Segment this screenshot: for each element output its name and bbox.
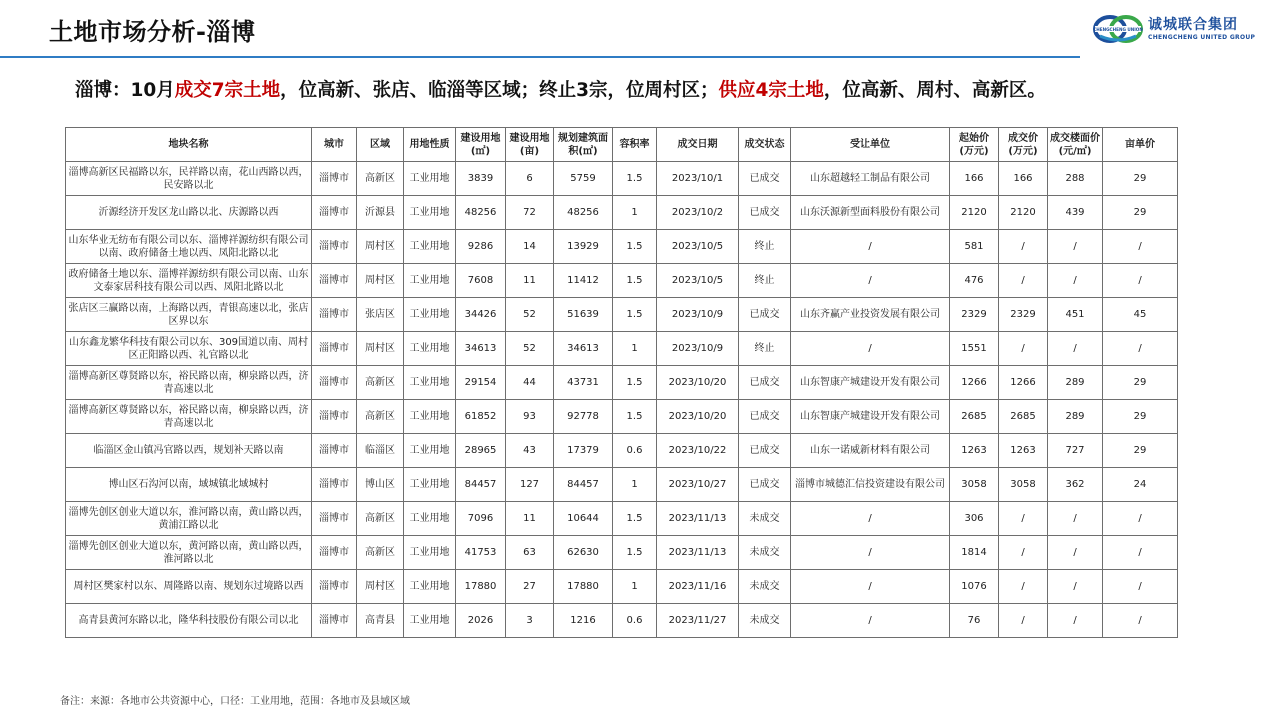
cell-area-mu: 27 <box>506 570 554 604</box>
cell-area-sqm: 48256 <box>456 196 506 230</box>
table-header-row <box>66 128 1178 162</box>
land-transactions-table <box>65 127 1178 638</box>
cell-land-use: 工业用地 <box>404 366 456 400</box>
table-row <box>66 366 1178 400</box>
cell-city: 淄博市 <box>312 400 357 434</box>
cell-start-price: 2685 <box>950 400 999 434</box>
cell-deal-price: 2120 <box>999 196 1048 230</box>
cell-area-sqm: 2026 <box>456 604 506 638</box>
cell-start-price: 166 <box>950 162 999 196</box>
cell-deal-status: 终止 <box>739 264 791 298</box>
table-row <box>66 434 1178 468</box>
cell-mu-price: 24 <box>1103 468 1178 502</box>
cell-area-mu: 11 <box>506 502 554 536</box>
cell-area-sqm: 84457 <box>456 468 506 502</box>
cell-far: 1 <box>613 570 657 604</box>
cell-land-use: 工业用地 <box>404 570 456 604</box>
cell-plot-name: 周村区樊家村以东、周隆路以南、规划东过境路以西 <box>66 570 312 604</box>
cell-far: 1.5 <box>613 400 657 434</box>
cell-start-price: 3058 <box>950 468 999 502</box>
cell-floor-price: 362 <box>1048 468 1103 502</box>
cell-land-use: 工业用地 <box>404 434 456 468</box>
header-col-deal-status: 成交状态 <box>739 128 791 162</box>
cell-deal-status: 未成交 <box>739 604 791 638</box>
cell-deal-date: 2023/11/27 <box>657 604 739 638</box>
cell-deal-price: 3058 <box>999 468 1048 502</box>
summary-headline <box>75 76 1265 102</box>
cell-deal-status: 已成交 <box>739 366 791 400</box>
cell-area-mu: 14 <box>506 230 554 264</box>
header-col-start-price: 起始价(万元) <box>950 128 999 162</box>
cell-deal-date: 2023/10/27 <box>657 468 739 502</box>
table-row <box>66 162 1178 196</box>
cell-deal-date: 2023/10/22 <box>657 434 739 468</box>
cell-floor-price: 288 <box>1048 162 1103 196</box>
cell-deal-price: 1263 <box>999 434 1048 468</box>
summary-part: ，位高新、张店、临淄等区域；终止3宗，位周村区； <box>280 80 719 101</box>
cell-deal-date: 2023/10/20 <box>657 400 739 434</box>
cell-area-mu: 72 <box>506 196 554 230</box>
cell-floor-price: / <box>1048 502 1103 536</box>
table-row <box>66 502 1178 536</box>
header-col-buyer: 受让单位 <box>791 128 950 162</box>
cell-planned-gfa: 10644 <box>554 502 613 536</box>
cell-district: 高新区 <box>357 502 404 536</box>
cell-area-mu: 52 <box>506 298 554 332</box>
cell-far: 1.5 <box>613 264 657 298</box>
cell-far: 1 <box>613 468 657 502</box>
cell-land-use: 工业用地 <box>404 468 456 502</box>
cell-deal-status: 未成交 <box>739 536 791 570</box>
cell-start-price: 2329 <box>950 298 999 332</box>
cell-far: 1.5 <box>613 536 657 570</box>
cell-area-sqm: 17880 <box>456 570 506 604</box>
cell-area-mu: 127 <box>506 468 554 502</box>
cell-buyer: 山东齐赢产业投资发展有限公司 <box>791 298 950 332</box>
cell-start-price: 1266 <box>950 366 999 400</box>
cell-planned-gfa: 84457 <box>554 468 613 502</box>
summary-highlight-supply: 供应4宗土地 <box>718 80 824 101</box>
cell-buyer: / <box>791 230 950 264</box>
summary-part: ，位高新、周村、高新区。 <box>823 80 1046 101</box>
cell-buyer: / <box>791 264 950 298</box>
summary-part: 淄博：10月 <box>75 80 175 101</box>
summary-highlight-deals: 成交7宗土地 <box>174 80 281 101</box>
cell-plot-name: 张店区三赢路以南，上海路以西，青银高速以北，张店区界以东 <box>66 298 312 332</box>
table-row <box>66 468 1178 502</box>
cell-land-use: 工业用地 <box>404 332 456 366</box>
cell-area-mu: 3 <box>506 604 554 638</box>
cell-far: 1.5 <box>613 502 657 536</box>
cell-plot-name: 淄博高新区尊贤路以东，裕民路以南，柳泉路以西，济青高速以北 <box>66 366 312 400</box>
header-col-district: 区域 <box>357 128 404 162</box>
header-col-area-mu: 建设用地(亩) <box>506 128 554 162</box>
cell-area-sqm: 7096 <box>456 502 506 536</box>
cell-plot-name: 沂源经济开发区龙山路以北、庆源路以西 <box>66 196 312 230</box>
cell-planned-gfa: 17379 <box>554 434 613 468</box>
cell-plot-name: 淄博先创区创业大道以东，黄河路以南，黄山路以西，淮河路以北 <box>66 536 312 570</box>
cell-plot-name: 淄博高新区尊贤路以东，裕民路以南，柳泉路以西，济青高速以北 <box>66 400 312 434</box>
cell-area-sqm: 28965 <box>456 434 506 468</box>
cell-mu-price: / <box>1103 264 1178 298</box>
cell-plot-name: 淄博高新区民福路以东，民祥路以南，花山西路以西，民安路以北 <box>66 162 312 196</box>
cell-start-price: 581 <box>950 230 999 264</box>
cell-area-sqm: 41753 <box>456 536 506 570</box>
cell-deal-date: 2023/10/9 <box>657 298 739 332</box>
cell-mu-price: 45 <box>1103 298 1178 332</box>
cell-city: 淄博市 <box>312 230 357 264</box>
cell-planned-gfa: 1216 <box>554 604 613 638</box>
cell-deal-price: / <box>999 230 1048 264</box>
cell-area-mu: 52 <box>506 332 554 366</box>
cell-deal-status: 终止 <box>739 332 791 366</box>
cell-deal-date: 2023/10/5 <box>657 264 739 298</box>
cell-start-price: 476 <box>950 264 999 298</box>
cell-city: 淄博市 <box>312 332 357 366</box>
cell-planned-gfa: 11412 <box>554 264 613 298</box>
cell-buyer: / <box>791 536 950 570</box>
cell-land-use: 工业用地 <box>404 298 456 332</box>
cell-buyer: / <box>791 570 950 604</box>
cell-city: 淄博市 <box>312 536 357 570</box>
cell-far: 0.6 <box>613 604 657 638</box>
table-row <box>66 230 1178 264</box>
cell-plot-name: 博山区石沟河以南，域城镇北域城村 <box>66 468 312 502</box>
cell-land-use: 工业用地 <box>404 400 456 434</box>
header-col-deal-date: 成交日期 <box>657 128 739 162</box>
cell-plot-name: 政府储备土地以东、淄博祥源纺织有限公司以南、山东文泰家居科技有限公司以西、凤阳北路以北 <box>66 264 312 298</box>
footnote: 备注：来源：各地市公共资源中心，口径：工业用地，范围：各地市及县域区域 <box>60 696 410 707</box>
cell-district: 临淄区 <box>357 434 404 468</box>
cell-land-use: 工业用地 <box>404 264 456 298</box>
cell-far: 1.5 <box>613 162 657 196</box>
cell-start-price: 1551 <box>950 332 999 366</box>
logo-name-en: CHENGCHENG UNITED GROUP <box>1148 33 1256 41</box>
cell-planned-gfa: 5759 <box>554 162 613 196</box>
cell-mu-price: 29 <box>1103 366 1178 400</box>
cell-start-price: 1814 <box>950 536 999 570</box>
cell-buyer: 山东智康产城建设开发有限公司 <box>791 400 950 434</box>
cell-floor-price: 727 <box>1048 434 1103 468</box>
cell-floor-price: 451 <box>1048 298 1103 332</box>
cell-buyer: 山东沃源新型面料股份有限公司 <box>791 196 950 230</box>
cell-district: 高新区 <box>357 366 404 400</box>
table-row <box>66 400 1178 434</box>
cell-planned-gfa: 43731 <box>554 366 613 400</box>
cell-city: 淄博市 <box>312 570 357 604</box>
cell-start-price: 1076 <box>950 570 999 604</box>
cell-deal-price: / <box>999 536 1048 570</box>
header-col-planned-gfa: 规划建筑面积(㎡) <box>554 128 613 162</box>
cell-start-price: 1263 <box>950 434 999 468</box>
cell-floor-price: 289 <box>1048 400 1103 434</box>
header-col-city: 城市 <box>312 128 357 162</box>
header-col-plot-name: 地块名称 <box>66 128 312 162</box>
cell-area-mu: 43 <box>506 434 554 468</box>
cell-district: 周村区 <box>357 332 404 366</box>
cell-floor-price: 439 <box>1048 196 1103 230</box>
cell-area-sqm: 34426 <box>456 298 506 332</box>
cell-area-sqm: 61852 <box>456 400 506 434</box>
cell-deal-date: 2023/11/13 <box>657 502 739 536</box>
cell-district: 博山区 <box>357 468 404 502</box>
cell-far: 1.5 <box>613 298 657 332</box>
cell-deal-status: 未成交 <box>739 502 791 536</box>
svg-text:CHENGCHENG UNION: CHENGCHENG UNION <box>1093 27 1143 32</box>
cell-land-use: 工业用地 <box>404 502 456 536</box>
cell-deal-price: / <box>999 570 1048 604</box>
page-title: 土地市场分析-淄博 <box>49 18 256 46</box>
table-row <box>66 264 1178 298</box>
cell-deal-date: 2023/10/2 <box>657 196 739 230</box>
cell-deal-date: 2023/10/1 <box>657 162 739 196</box>
cell-area-mu: 44 <box>506 366 554 400</box>
cell-plot-name: 淄博先创区创业大道以东，淮河路以南，黄山路以西，黄浦江路以北 <box>66 502 312 536</box>
cell-planned-gfa: 17880 <box>554 570 613 604</box>
header-col-deal-price: 成交价(万元) <box>999 128 1048 162</box>
cell-city: 淄博市 <box>312 468 357 502</box>
table-row <box>66 570 1178 604</box>
cell-mu-price: / <box>1103 604 1178 638</box>
table-row <box>66 196 1178 230</box>
cell-planned-gfa: 62630 <box>554 536 613 570</box>
cell-city: 淄博市 <box>312 196 357 230</box>
cell-buyer: 山东超越轻工制品有限公司 <box>791 162 950 196</box>
cell-deal-date: 2023/11/16 <box>657 570 739 604</box>
cell-city: 淄博市 <box>312 502 357 536</box>
cell-district: 高新区 <box>357 400 404 434</box>
header-col-area-sqm: 建设用地(㎡) <box>456 128 506 162</box>
cell-city: 淄博市 <box>312 264 357 298</box>
cell-mu-price: / <box>1103 230 1178 264</box>
cell-mu-price: 29 <box>1103 196 1178 230</box>
cell-city: 淄博市 <box>312 298 357 332</box>
cell-start-price: 2120 <box>950 196 999 230</box>
cell-district: 周村区 <box>357 570 404 604</box>
cell-planned-gfa: 13929 <box>554 230 613 264</box>
cell-deal-status: 终止 <box>739 230 791 264</box>
cell-mu-price: 29 <box>1103 434 1178 468</box>
cell-deal-date: 2023/10/5 <box>657 230 739 264</box>
cell-mu-price: / <box>1103 536 1178 570</box>
header-col-far: 容积率 <box>613 128 657 162</box>
cell-area-sqm: 9286 <box>456 230 506 264</box>
cell-area-sqm: 34613 <box>456 332 506 366</box>
cell-deal-status: 已成交 <box>739 434 791 468</box>
company-logo <box>1092 12 1255 46</box>
cell-mu-price: / <box>1103 332 1178 366</box>
cell-planned-gfa: 51639 <box>554 298 613 332</box>
cell-buyer: / <box>791 604 950 638</box>
cell-deal-price: 2329 <box>999 298 1048 332</box>
cell-far: 1.5 <box>613 366 657 400</box>
cell-area-sqm: 3839 <box>456 162 506 196</box>
cell-area-mu: 93 <box>506 400 554 434</box>
cell-city: 淄博市 <box>312 434 357 468</box>
header-col-land-use: 用地性质 <box>404 128 456 162</box>
cell-land-use: 工业用地 <box>404 196 456 230</box>
table-row <box>66 604 1178 638</box>
cell-area-mu: 63 <box>506 536 554 570</box>
cell-deal-status: 已成交 <box>739 196 791 230</box>
cell-floor-price: / <box>1048 536 1103 570</box>
cell-deal-date: 2023/10/9 <box>657 332 739 366</box>
cell-deal-price: 2685 <box>999 400 1048 434</box>
cell-plot-name: 高青县黄河东路以北，隆华科技股份有限公司以北 <box>66 604 312 638</box>
cell-floor-price: / <box>1048 332 1103 366</box>
logo-rings-icon <box>1092 14 1144 44</box>
header-col-floor-price: 成交楼面价(元/㎡) <box>1048 128 1103 162</box>
cell-floor-price: 289 <box>1048 366 1103 400</box>
cell-land-use: 工业用地 <box>404 536 456 570</box>
table-row <box>66 536 1178 570</box>
cell-far: 0.6 <box>613 434 657 468</box>
cell-floor-price: / <box>1048 604 1103 638</box>
cell-plot-name: 临淄区金山镇冯官路以西，规划补天路以南 <box>66 434 312 468</box>
cell-deal-date: 2023/11/13 <box>657 536 739 570</box>
cell-district: 张店区 <box>357 298 404 332</box>
cell-mu-price: / <box>1103 570 1178 604</box>
logo-name-cn: 诚城联合集团 <box>1148 16 1238 33</box>
cell-district: 周村区 <box>357 264 404 298</box>
cell-mu-price: 29 <box>1103 162 1178 196</box>
cell-deal-date: 2023/10/20 <box>657 366 739 400</box>
cell-deal-status: 已成交 <box>739 400 791 434</box>
cell-buyer: 山东一诺威新材料有限公司 <box>791 434 950 468</box>
cell-buyer: / <box>791 502 950 536</box>
cell-buyer: 淄博市城德汇信投资建设有限公司 <box>791 468 950 502</box>
cell-district: 周村区 <box>357 230 404 264</box>
cell-land-use: 工业用地 <box>404 230 456 264</box>
cell-planned-gfa: 34613 <box>554 332 613 366</box>
cell-city: 淄博市 <box>312 366 357 400</box>
cell-district: 沂源县 <box>357 196 404 230</box>
table-row <box>66 332 1178 366</box>
cell-land-use: 工业用地 <box>404 162 456 196</box>
cell-land-use: 工业用地 <box>404 604 456 638</box>
table-body <box>66 162 1178 638</box>
cell-area-mu: 6 <box>506 162 554 196</box>
cell-plot-name: 山东华业无纺布有限公司以东、淄博祥源纺织有限公司以南、政府储备土地以西、凤阳北路以北 <box>66 230 312 264</box>
cell-deal-price: / <box>999 332 1048 366</box>
cell-deal-status: 未成交 <box>739 570 791 604</box>
cell-far: 1 <box>613 196 657 230</box>
cell-far: 1 <box>613 332 657 366</box>
cell-district: 高新区 <box>357 162 404 196</box>
cell-deal-status: 已成交 <box>739 162 791 196</box>
cell-district: 高新区 <box>357 536 404 570</box>
cell-planned-gfa: 92778 <box>554 400 613 434</box>
cell-far: 1.5 <box>613 230 657 264</box>
cell-deal-price: 1266 <box>999 366 1048 400</box>
cell-area-sqm: 7608 <box>456 264 506 298</box>
cell-deal-status: 已成交 <box>739 298 791 332</box>
cell-buyer: / <box>791 332 950 366</box>
cell-floor-price: / <box>1048 264 1103 298</box>
cell-city: 淄博市 <box>312 604 357 638</box>
cell-mu-price: 29 <box>1103 400 1178 434</box>
cell-area-sqm: 29154 <box>456 366 506 400</box>
cell-deal-price: 166 <box>999 162 1048 196</box>
title-divider <box>0 56 1080 58</box>
cell-area-mu: 11 <box>506 264 554 298</box>
cell-city: 淄博市 <box>312 162 357 196</box>
table-row <box>66 298 1178 332</box>
cell-floor-price: / <box>1048 230 1103 264</box>
cell-start-price: 306 <box>950 502 999 536</box>
cell-deal-price: / <box>999 264 1048 298</box>
cell-deal-status: 已成交 <box>739 468 791 502</box>
cell-deal-price: / <box>999 502 1048 536</box>
cell-planned-gfa: 48256 <box>554 196 613 230</box>
cell-deal-price: / <box>999 604 1048 638</box>
cell-plot-name: 山东鑫龙繁华科技有限公司以东、309国道以南、周村区正阳路以西、礼官路以北 <box>66 332 312 366</box>
cell-district: 高青县 <box>357 604 404 638</box>
cell-mu-price: / <box>1103 502 1178 536</box>
cell-buyer: 山东智康产城建设开发有限公司 <box>791 366 950 400</box>
header-col-mu-price: 亩单价 <box>1103 128 1178 162</box>
cell-floor-price: / <box>1048 570 1103 604</box>
cell-start-price: 76 <box>950 604 999 638</box>
